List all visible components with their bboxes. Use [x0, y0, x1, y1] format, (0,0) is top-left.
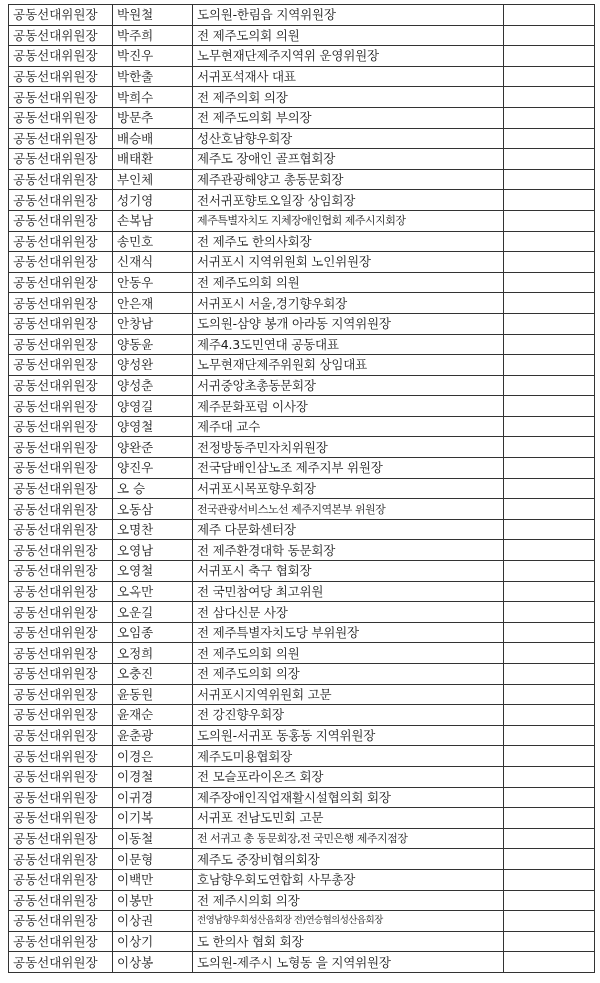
- blank-cell: [504, 664, 595, 685]
- role-cell: 공동선대위원장: [9, 5, 113, 26]
- name-cell: 이경은: [113, 746, 193, 767]
- name-cell: 박주희: [113, 25, 193, 46]
- name-cell: 오임종: [113, 622, 193, 643]
- role-cell: 공동선대위원장: [9, 766, 113, 787]
- title-cell: 도의원-서귀포 동홍동 지역위원장: [193, 725, 504, 746]
- name-cell: 오정희: [113, 643, 193, 664]
- blank-cell: [504, 622, 595, 643]
- table-row: [9, 334, 595, 355]
- blank-cell: [504, 293, 595, 314]
- name-cell: 오영남: [113, 540, 193, 561]
- title-cell: 전정방동주민자치위원장: [193, 437, 504, 458]
- title-cell: 서귀포시지역위원회 고문: [193, 684, 504, 705]
- blank-cell: [504, 684, 595, 705]
- name-cell: 성기영: [113, 190, 193, 211]
- name-cell: 양영철: [113, 416, 193, 437]
- table-row: [9, 478, 595, 499]
- blank-cell: [504, 519, 595, 540]
- table-row: [9, 766, 595, 787]
- name-cell: 박한출: [113, 66, 193, 87]
- role-cell: 공동선대위원장: [9, 849, 113, 870]
- name-cell: 양성춘: [113, 375, 193, 396]
- role-cell: 공동선대위원장: [9, 25, 113, 46]
- blank-cell: [504, 725, 595, 746]
- name-cell: 오옥만: [113, 581, 193, 602]
- title-cell: 제주4.3도민연대 공동대표: [193, 334, 504, 355]
- name-cell: 오 승: [113, 478, 193, 499]
- role-cell: 공동선대위원장: [9, 746, 113, 767]
- role-cell: 공동선대위원장: [9, 231, 113, 252]
- blank-cell: [504, 705, 595, 726]
- table-row: [9, 313, 595, 334]
- table-row: [9, 499, 595, 520]
- name-cell: 이상봉: [113, 952, 193, 973]
- title-cell: 도의원-한림읍 지역위원장: [193, 5, 504, 26]
- table-row: [9, 643, 595, 664]
- role-cell: 공동선대위원장: [9, 787, 113, 808]
- title-cell: 전 제주특별자치도당 부위원장: [193, 622, 504, 643]
- name-cell: 배승배: [113, 128, 193, 149]
- name-cell: 이경철: [113, 766, 193, 787]
- blank-cell: [504, 766, 595, 787]
- table-row: [9, 725, 595, 746]
- role-cell: 공동선대위원장: [9, 725, 113, 746]
- title-cell: 서귀포시목포향우회장: [193, 478, 504, 499]
- blank-cell: [504, 396, 595, 417]
- blank-cell: [504, 643, 595, 664]
- role-cell: 공동선대위원장: [9, 499, 113, 520]
- role-cell: 공동선대위원장: [9, 416, 113, 437]
- role-cell: 공동선대위원장: [9, 107, 113, 128]
- blank-cell: [504, 849, 595, 870]
- role-cell: 공동선대위원장: [9, 375, 113, 396]
- title-cell: 제주 다문화센터장: [193, 519, 504, 540]
- table-row: [9, 890, 595, 911]
- role-cell: 공동선대위원장: [9, 66, 113, 87]
- title-cell: 전 제주도의회 의원: [193, 25, 504, 46]
- blank-cell: [504, 416, 595, 437]
- title-cell: 전 제주도 한의사회장: [193, 231, 504, 252]
- name-cell: 이동철: [113, 828, 193, 849]
- table-row: [9, 169, 595, 190]
- blank-cell: [504, 107, 595, 128]
- name-cell: 방문추: [113, 107, 193, 128]
- table-row: [9, 787, 595, 808]
- title-cell: 도의원-삼양 봉개 아라동 지역위원장: [193, 313, 504, 334]
- name-cell: 박원철: [113, 5, 193, 26]
- title-cell: 제주도미용협회장: [193, 746, 504, 767]
- title-cell: 서귀포석재사 대표: [193, 66, 504, 87]
- role-cell: 공동선대위원장: [9, 437, 113, 458]
- roster-body: [9, 5, 595, 973]
- table-row: [9, 355, 595, 376]
- table-row: [9, 5, 595, 26]
- role-cell: 공동선대위원장: [9, 149, 113, 170]
- blank-cell: [504, 190, 595, 211]
- table-row: [9, 911, 595, 932]
- blank-cell: [504, 252, 595, 273]
- blank-cell: [504, 458, 595, 479]
- blank-cell: [504, 272, 595, 293]
- name-cell: 양영길: [113, 396, 193, 417]
- name-cell: 이상권: [113, 911, 193, 932]
- role-cell: 공동선대위원장: [9, 622, 113, 643]
- blank-cell: [504, 931, 595, 952]
- title-cell: 서귀포 전남도민회 고문: [193, 808, 504, 829]
- role-cell: 공동선대위원장: [9, 561, 113, 582]
- role-cell: 공동선대위원장: [9, 911, 113, 932]
- blank-cell: [504, 828, 595, 849]
- blank-cell: [504, 602, 595, 623]
- role-cell: 공동선대위원장: [9, 705, 113, 726]
- title-cell: 서귀포시 축구 협회장: [193, 561, 504, 582]
- blank-cell: [504, 231, 595, 252]
- name-cell: 양동윤: [113, 334, 193, 355]
- name-cell: 오영철: [113, 561, 193, 582]
- name-cell: 안동우: [113, 272, 193, 293]
- role-cell: 공동선대위원장: [9, 869, 113, 890]
- table-row: [9, 849, 595, 870]
- title-cell: 전영남향우회성산읍회장 전)연승협의성산읍회장: [193, 911, 504, 932]
- name-cell: 이봉만: [113, 890, 193, 911]
- blank-cell: [504, 499, 595, 520]
- table-row: [9, 581, 595, 602]
- role-cell: 공동선대위원장: [9, 252, 113, 273]
- title-cell: 도 한의사 협회 회장: [193, 931, 504, 952]
- title-cell: 노무현재단제주위원회 상임대표: [193, 355, 504, 376]
- blank-cell: [504, 561, 595, 582]
- title-cell: 서귀포시 서울,경기향우회장: [193, 293, 504, 314]
- role-cell: 공동선대위원장: [9, 272, 113, 293]
- role-cell: 공동선대위원장: [9, 478, 113, 499]
- name-cell: 이상기: [113, 931, 193, 952]
- table-row: [9, 396, 595, 417]
- blank-cell: [504, 808, 595, 829]
- title-cell: 전 강진향우회장: [193, 705, 504, 726]
- name-cell: 신재식: [113, 252, 193, 273]
- table-row: [9, 952, 595, 973]
- blank-cell: [504, 540, 595, 561]
- table-row: [9, 540, 595, 561]
- table-row: [9, 25, 595, 46]
- table-row: [9, 46, 595, 67]
- blank-cell: [504, 746, 595, 767]
- role-cell: 공동선대위원장: [9, 828, 113, 849]
- table-row: [9, 375, 595, 396]
- blank-cell: [504, 911, 595, 932]
- table-row: [9, 293, 595, 314]
- role-cell: 공동선대위원장: [9, 46, 113, 67]
- name-cell: 송민호: [113, 231, 193, 252]
- name-cell: 양성완: [113, 355, 193, 376]
- role-cell: 공동선대위원장: [9, 643, 113, 664]
- title-cell: 전 제주시의회 의장: [193, 890, 504, 911]
- name-cell: 오운길: [113, 602, 193, 623]
- table-row: [9, 519, 595, 540]
- name-cell: 양진우: [113, 458, 193, 479]
- name-cell: 윤춘광: [113, 725, 193, 746]
- role-cell: 공동선대위원장: [9, 519, 113, 540]
- table-row: [9, 561, 595, 582]
- table-row: [9, 684, 595, 705]
- title-cell: 노무현재단제주지역위 운영위원장: [193, 46, 504, 67]
- role-cell: 공동선대위원장: [9, 952, 113, 973]
- name-cell: 이기복: [113, 808, 193, 829]
- title-cell: 전서귀포향토오일장 상임회장: [193, 190, 504, 211]
- role-cell: 공동선대위원장: [9, 808, 113, 829]
- role-cell: 공동선대위원장: [9, 890, 113, 911]
- name-cell: 이귀경: [113, 787, 193, 808]
- blank-cell: [504, 478, 595, 499]
- table-row: [9, 664, 595, 685]
- title-cell: 도의원-제주시 노형동 을 지역위원장: [193, 952, 504, 973]
- table-row: [9, 128, 595, 149]
- title-cell: 전 삼다신문 사장: [193, 602, 504, 623]
- name-cell: 윤재순: [113, 705, 193, 726]
- title-cell: 제주관광해양고 총동문회장: [193, 169, 504, 190]
- title-cell: 전 제주도의회 부의장: [193, 107, 504, 128]
- table-row: [9, 931, 595, 952]
- table-row: [9, 149, 595, 170]
- blank-cell: [504, 210, 595, 231]
- name-cell: 오동삼: [113, 499, 193, 520]
- role-cell: 공동선대위원장: [9, 540, 113, 561]
- name-cell: 안은재: [113, 293, 193, 314]
- table-row: [9, 190, 595, 211]
- name-cell: 안창남: [113, 313, 193, 334]
- table-row: [9, 602, 595, 623]
- role-cell: 공동선대위원장: [9, 931, 113, 952]
- roster-sheet: [8, 4, 594, 973]
- table-row: [9, 622, 595, 643]
- title-cell: 서귀중앙초총동문회장: [193, 375, 504, 396]
- title-cell: 전 제주환경대학 동문회장: [193, 540, 504, 561]
- name-cell: 손복남: [113, 210, 193, 231]
- role-cell: 공동선대위원장: [9, 458, 113, 479]
- blank-cell: [504, 787, 595, 808]
- role-cell: 공동선대위원장: [9, 396, 113, 417]
- table-row: [9, 87, 595, 108]
- table-row: [9, 66, 595, 87]
- role-cell: 공동선대위원장: [9, 334, 113, 355]
- blank-cell: [504, 890, 595, 911]
- table-row: [9, 107, 595, 128]
- blank-cell: [504, 46, 595, 67]
- table-row: [9, 458, 595, 479]
- role-cell: 공동선대위원장: [9, 169, 113, 190]
- blank-cell: [504, 355, 595, 376]
- role-cell: 공동선대위원장: [9, 684, 113, 705]
- title-cell: 전 국민참여당 최고위원: [193, 581, 504, 602]
- role-cell: 공동선대위원장: [9, 355, 113, 376]
- blank-cell: [504, 169, 595, 190]
- title-cell: 전 제주도의회 의원: [193, 643, 504, 664]
- title-cell: 전 제주도의회 의장: [193, 664, 504, 685]
- table-row: [9, 869, 595, 890]
- title-cell: 서귀포시 지역위원회 노인위원장: [193, 252, 504, 273]
- title-cell: 전 제주도의회 의원: [193, 272, 504, 293]
- role-cell: 공동선대위원장: [9, 128, 113, 149]
- name-cell: 양완준: [113, 437, 193, 458]
- table-row: [9, 808, 595, 829]
- title-cell: 제주도 중장비협의회장: [193, 849, 504, 870]
- name-cell: 부인체: [113, 169, 193, 190]
- title-cell: 전 서귀고 총 동문회장,전 국민은행 제주지점장: [193, 828, 504, 849]
- blank-cell: [504, 25, 595, 46]
- title-cell: 제주대 교수: [193, 416, 504, 437]
- blank-cell: [504, 128, 595, 149]
- table-row: [9, 416, 595, 437]
- blank-cell: [504, 375, 595, 396]
- role-cell: 공동선대위원장: [9, 581, 113, 602]
- name-cell: 윤동원: [113, 684, 193, 705]
- table-row: [9, 828, 595, 849]
- committee-roster-table: [8, 4, 595, 973]
- table-row: [9, 746, 595, 767]
- role-cell: 공동선대위원장: [9, 293, 113, 314]
- title-cell: 제주장애인직업재활시설협의회 회장: [193, 787, 504, 808]
- blank-cell: [504, 66, 595, 87]
- name-cell: 오충진: [113, 664, 193, 685]
- table-row: [9, 210, 595, 231]
- title-cell: 성산호남향우회장: [193, 128, 504, 149]
- title-cell: 전 모슬포라이온즈 회장: [193, 766, 504, 787]
- role-cell: 공동선대위원장: [9, 190, 113, 211]
- blank-cell: [504, 149, 595, 170]
- name-cell: 이문형: [113, 849, 193, 870]
- role-cell: 공동선대위원장: [9, 602, 113, 623]
- role-cell: 공동선대위원장: [9, 664, 113, 685]
- blank-cell: [504, 952, 595, 973]
- name-cell: 박진우: [113, 46, 193, 67]
- table-row: [9, 437, 595, 458]
- role-cell: 공동선대위원장: [9, 210, 113, 231]
- name-cell: 이백만: [113, 869, 193, 890]
- title-cell: 호남향우회도연합회 사무총장: [193, 869, 504, 890]
- blank-cell: [504, 5, 595, 26]
- title-cell: 전국담배인삼노조 제주지부 위원장: [193, 458, 504, 479]
- title-cell: 제주문화포럼 이사장: [193, 396, 504, 417]
- table-row: [9, 231, 595, 252]
- role-cell: 공동선대위원장: [9, 87, 113, 108]
- title-cell: 제주특별자치도 지체장애인협회 제주시지회장: [193, 210, 504, 231]
- table-row: [9, 252, 595, 273]
- name-cell: 오명찬: [113, 519, 193, 540]
- title-cell: 전국관광서비스노선 제주지역본부 위원장: [193, 499, 504, 520]
- name-cell: 배태환: [113, 149, 193, 170]
- blank-cell: [504, 87, 595, 108]
- table-row: [9, 272, 595, 293]
- name-cell: 박희수: [113, 87, 193, 108]
- role-cell: 공동선대위원장: [9, 313, 113, 334]
- title-cell: 제주도 장애인 골프협회장: [193, 149, 504, 170]
- title-cell: 전 제주의회 의장: [193, 87, 504, 108]
- blank-cell: [504, 869, 595, 890]
- blank-cell: [504, 581, 595, 602]
- blank-cell: [504, 334, 595, 355]
- blank-cell: [504, 313, 595, 334]
- blank-cell: [504, 437, 595, 458]
- table-row: [9, 705, 595, 726]
